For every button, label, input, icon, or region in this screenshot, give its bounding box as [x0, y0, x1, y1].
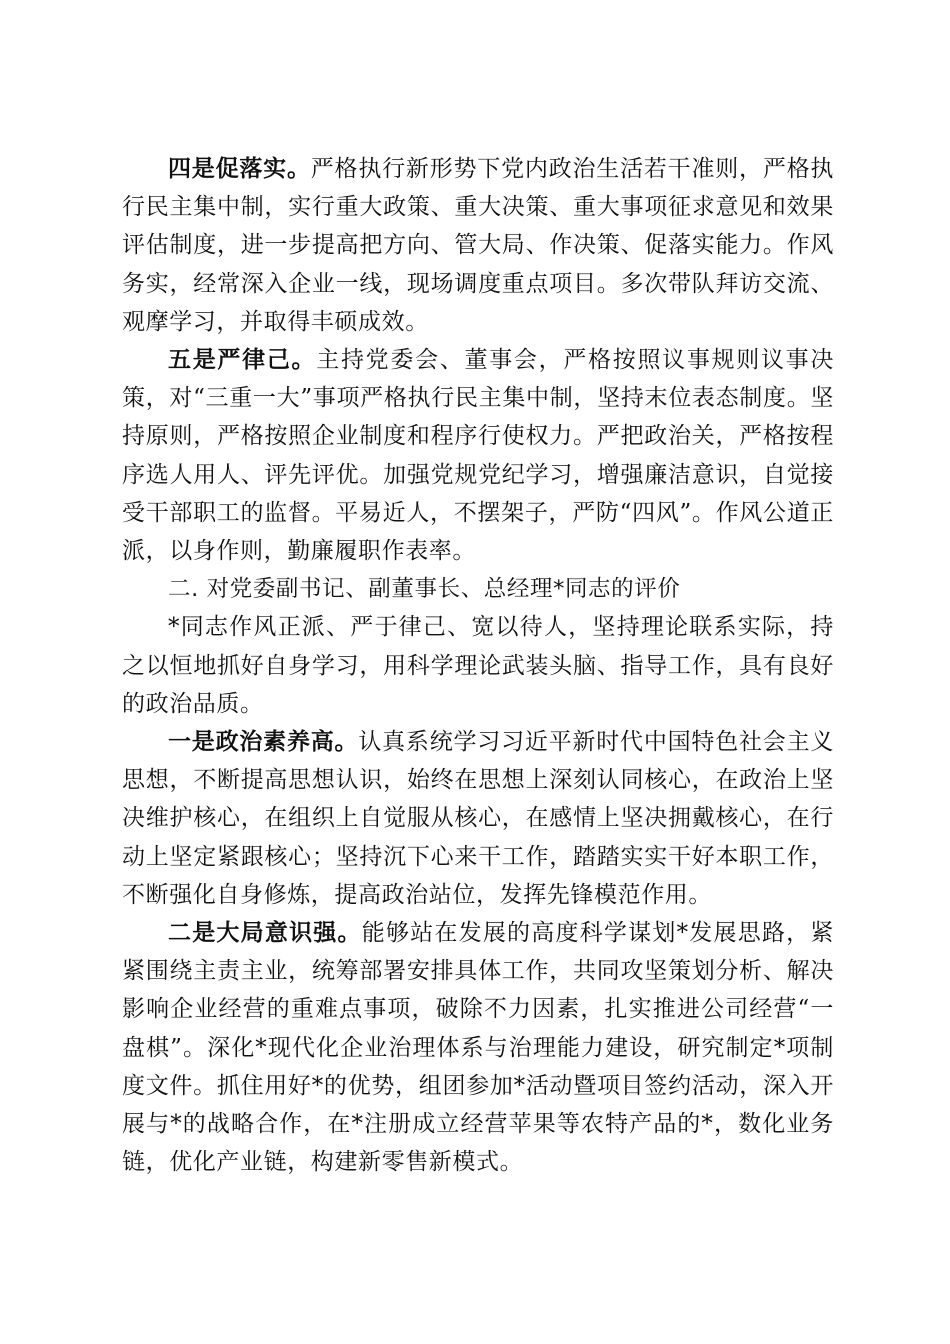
paragraph-lead: 四是促落实。 [168, 156, 311, 182]
paragraph-promote-implementation [122, 150, 834, 341]
paragraph-body: 认真系统学习习近平新时代中国特色社会主义思想，不断提高思想认识，始终在思想上深刻认同核心，在政治上坚决维护核心，在组织上自觉服从核心，在感情上坚决拥戴核心，在行动上坚定紧跟核心；坚持沉下心来干工作，踏踏实实干好本职工作，不断强化自身修炼，提高政治站位，发挥先锋模范作用。 [122, 729, 834, 908]
section-heading: 二. 对党委副书记、副董事长、总经理*同志的评价 [168, 576, 681, 603]
paragraph-body: 严格执行新形势下党内政治生活若干准则，严格执行民主集中制，实行重大政策、重大决策、重大事项征求意见和效果评估制度，进一步提高把方向、管大局、作决策、促落实能力。作风务实，经常深入企业一线，现场调度重点项目。多次带队拜访交流、观摩学习，并取得丰硕成效。 [122, 156, 835, 335]
paragraph-overall-awareness [122, 914, 834, 1181]
paragraph-self-discipline [122, 341, 834, 570]
paragraph-intro: *同志作风正派、严于律己、宽以待人，坚持理论联系实际，持之以恒地抓好自身学习，用科学理论武装头脑、指导工作，具有良好的政治品质。 [122, 614, 834, 717]
paragraph-lead: 五是严律己。 [168, 347, 317, 374]
paragraph-lead: 一是政治素养高。 [168, 729, 359, 756]
document-page [122, 150, 834, 1181]
paragraph-body: 主持党委会、董事会，严格按照议事规则议事决策，对“三重一大”事项严格执行民主集中制，坚持末位表态制度。坚持原则，严格按照企业制度和程序行使权力。严把政治关，严格按程序选人用人、评先评优。加强党规党纪学习，增强廉洁意识，自觉接受干部职工的监督。平易近人，不摆架子，严防“四风”。作风公道正派，以身作则，勤廉履职作表率。 [122, 347, 834, 565]
paragraph-political-literacy [122, 723, 834, 914]
paragraph-body: 能够站在发展的高度科学谋划*发展思路，紧紧围绕主责主业，统筹部署安排具体工作，共同攻坚策划分析、解决影响企业经营的重难点事项，破除不力因素，扎实推进公司经营“一盘棋”。深化*现代化企业治理体系与治理能力建设，研究制定*项制度文件。抓住用好*的优势，组团参加*活动暨项目签约活动，深入开展与*的战略合作，在*注册成立经营苹果等农特产品的*，数化业务链，优化产业链，构建新零售新模式。 [122, 920, 834, 1176]
paragraph-lead: 二是大局意识强。 [168, 920, 362, 947]
